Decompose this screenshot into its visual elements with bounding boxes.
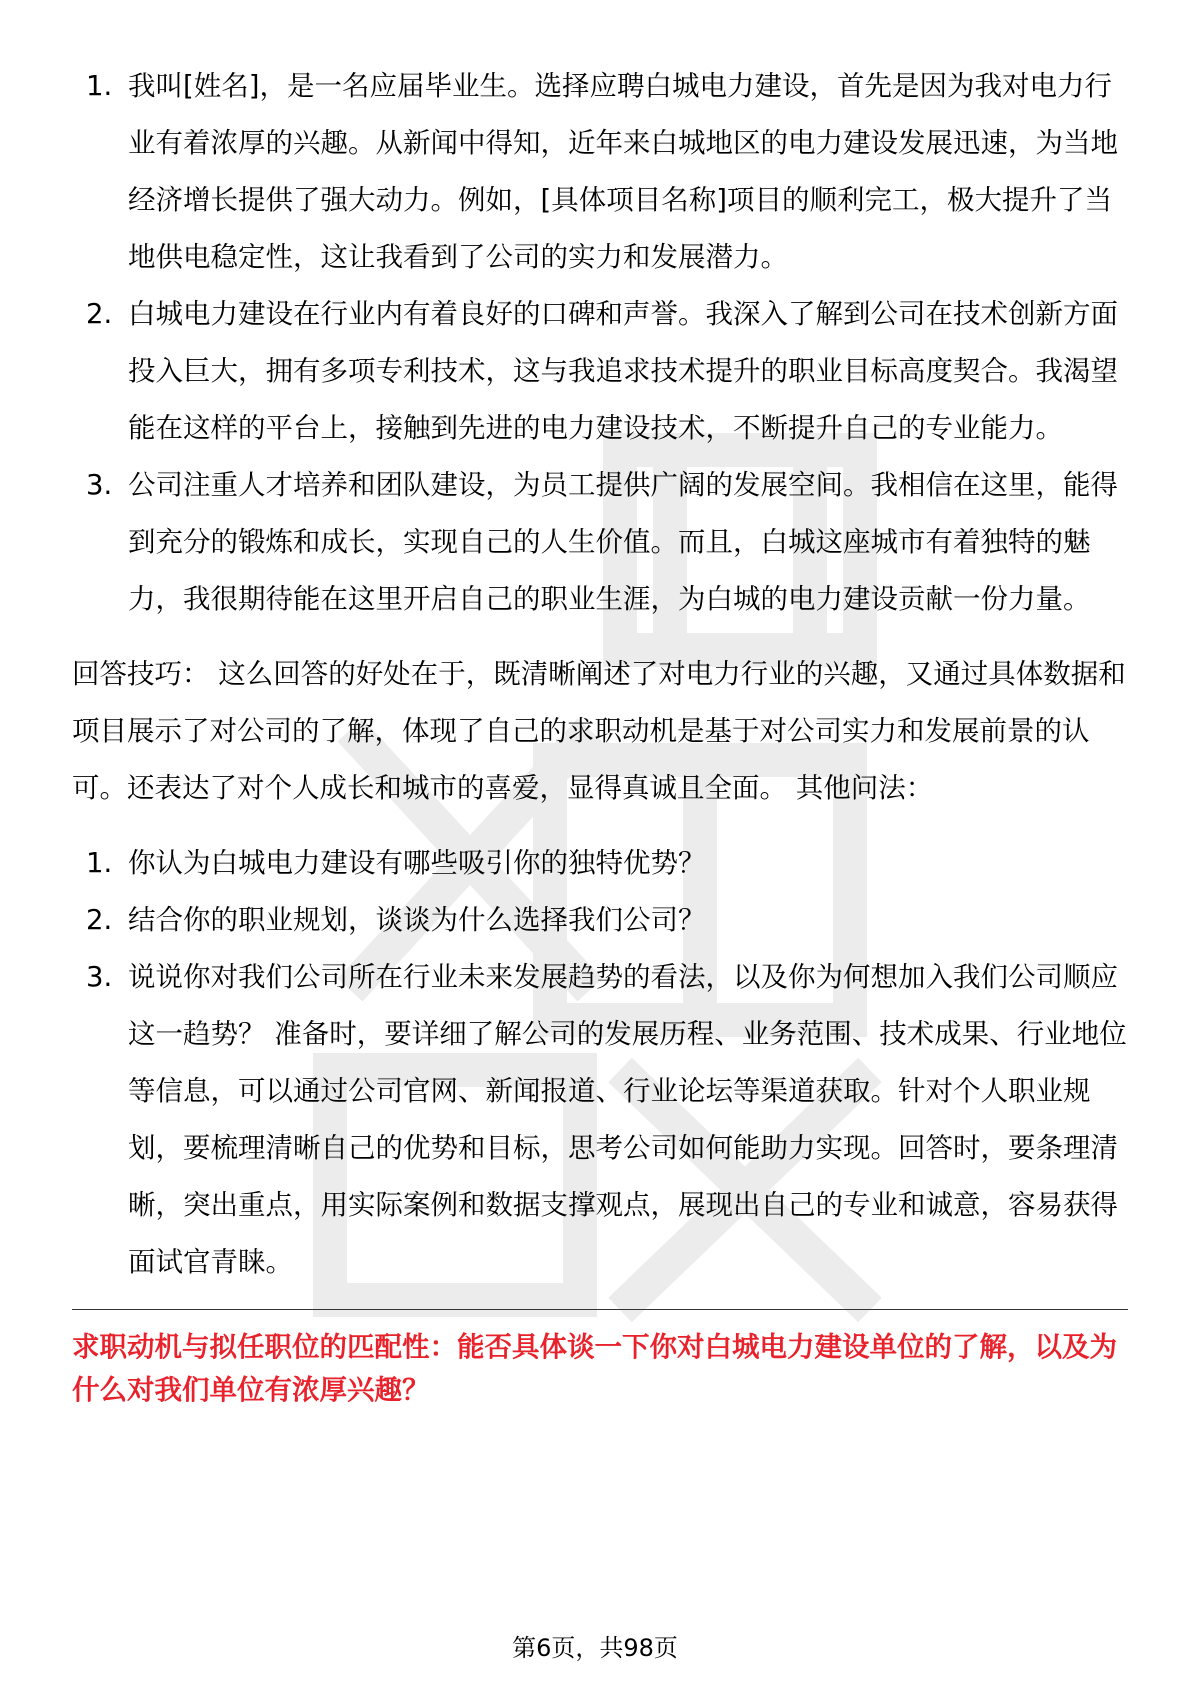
item-text: 公司注重人才培养和团队建设，为员工提供广阔的发展空间。我相信在这里，能得到充分的锻炼和成长，实现自己的人生价值。而且，白城这座城市有着独特的魅力，我很期待能在这里开启自己的职业生涯，为白城的电力建设贡献一份力量。 — [128, 469, 1118, 615]
list-item — [72, 58, 1128, 286]
list-item — [72, 892, 1128, 949]
list-item — [72, 286, 1128, 457]
other-questions-list — [72, 835, 1128, 1291]
list-item — [72, 949, 1128, 1291]
item-text: 说说你对我们公司所在行业未来发展趋势的看法，以及你为何想加入我们公司顺应这一趋势？ 准备时，要详细了解公司的发展历程、业务范围、技术成果、行业地位等信息，可以通过公司官网、新闻报道、行业论坛等渠道获取。针对个人职业规划，要梳理清晰自己的优势和目标，思考公司如何能助力实现。回答时，要条理清晰，突出重点，用实际案例和数据支撑观点，展现出自己的专业和诚意，容易获得面试官青睐。 — [128, 961, 1127, 1278]
answer-list — [72, 58, 1128, 628]
item-number: 2. — [86, 298, 113, 330]
list-item — [72, 835, 1128, 892]
question-heading: 求职动机与拟任职位的匹配性：能否具体谈一下你对白城电力建设单位的了解，以及为什么对我们单位有浓厚兴趣？ — [72, 1331, 1117, 1406]
item-text: 结合你的职业规划，谈谈为什么选择我们公司？ — [128, 904, 706, 936]
list-item — [72, 457, 1128, 628]
page-footer: 第6页，共98页 — [512, 1634, 678, 1662]
item-number: 3. — [86, 961, 113, 993]
page-content — [72, 58, 1128, 1412]
tips-paragraph: 回答技巧： 这么回答的好处在于，既清晰阐述了对电力行业的兴趣，又通过具体数据和项目展示了对公司的了解，体现了自己的求职动机是基于对公司实力和发展前景的认可。还表达了对个人成长和城市的喜爱，显得真诚且全面。 其他问法： — [72, 658, 1126, 804]
item-text: 你认为白城电力建设有哪些吸引你的独特优势？ — [128, 847, 706, 879]
section-divider — [72, 1309, 1128, 1310]
item-text: 我叫[姓名]，是一名应届毕业生。选择应聘白城电力建设，首先是因为我对电力行业有着浓厚的兴趣。从新闻中得知，近年来白城地区的电力建设发展迅速，为当地经济增长提供了强大动力。例如，[具体项目名称]项目的顺利完工，极大提升了当地供电稳定性，这让我看到了公司的实力和发展潜力。 — [128, 70, 1118, 273]
item-number: 1. — [86, 70, 113, 102]
item-text: 白城电力建设在行业内有着良好的口碑和声誉。我深入了解到公司在技术创新方面投入巨大，拥有多项专利技术，这与我追求技术提升的职业目标高度契合。我渴望能在这样的平台上，接触到先进的电力建设技术，不断提升自己的专业能力。 — [128, 298, 1118, 444]
item-number: 3. — [86, 469, 113, 501]
item-number: 2. — [86, 904, 113, 936]
item-number: 1. — [86, 847, 113, 879]
